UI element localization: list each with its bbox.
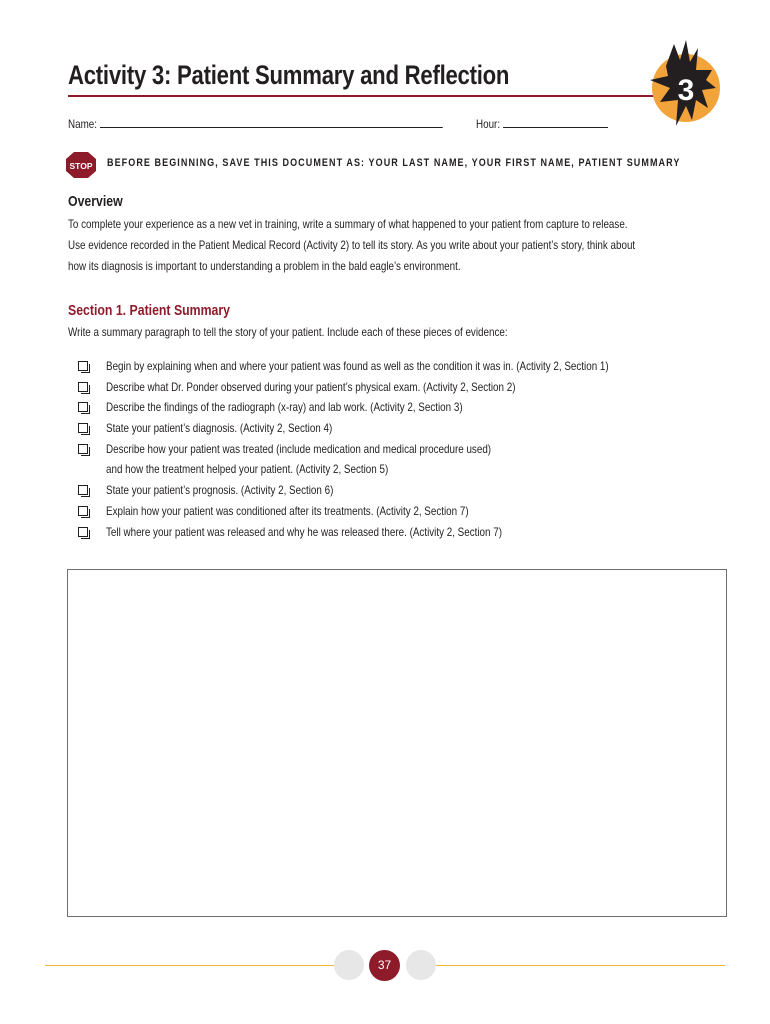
checkbox[interactable] <box>78 444 88 454</box>
checkbox[interactable] <box>78 506 88 516</box>
activity-badge-eagle-icon <box>636 36 726 136</box>
overview-paragraph: To complete your experience as a new vet in training, write a summary of what happened to your patient from capture to release. Use evidence recorded in the Patient Medical Record (Activity 2) to tell its story. As you write about your patient’s story, think about how its diagnosis is important to understanding a problem in the bald eagle’s environment. <box>68 217 636 273</box>
checkbox[interactable] <box>78 423 88 433</box>
hour-field[interactable] <box>476 116 637 131</box>
title-underline <box>68 95 658 97</box>
activity-number: 3 <box>677 74 695 107</box>
checkbox[interactable] <box>78 485 88 495</box>
overview-heading: Overview <box>68 193 123 210</box>
checkbox[interactable] <box>78 361 88 371</box>
hour-blank-line[interactable] <box>503 116 608 128</box>
section-1-heading: Section 1. Patient Summary <box>68 302 231 319</box>
footer-decoration-left <box>334 950 364 980</box>
name-blank-line[interactable] <box>100 116 443 128</box>
name-label: Name: <box>68 117 97 131</box>
footer-decoration-right <box>406 950 436 980</box>
hour-label: Hour: <box>476 117 501 131</box>
checkbox[interactable] <box>78 527 88 537</box>
footer-rule-right <box>425 965 725 966</box>
stop-sign-icon <box>66 152 96 178</box>
footer-rule-left <box>45 965 345 966</box>
svg-text:STOP: STOP <box>69 161 93 171</box>
checkbox[interactable] <box>78 402 88 412</box>
summary-answer-box[interactable] <box>67 569 727 917</box>
page-number: 37 <box>369 950 400 981</box>
name-field[interactable] <box>68 116 525 131</box>
section-1-intro: Write a summary paragraph to tell the story of your patient. Include each of these pieces of evidence: <box>68 325 508 339</box>
save-instruction: BEFORE BEGINNING, SAVE THIS DOCUMENT AS: YOUR LAST NAME, YOUR FIRST NAME, PATIENT SUMMARY <box>107 157 681 169</box>
page-title: Activity 3: Patient Summary and Reflection <box>68 60 510 90</box>
checkbox[interactable] <box>78 382 88 392</box>
